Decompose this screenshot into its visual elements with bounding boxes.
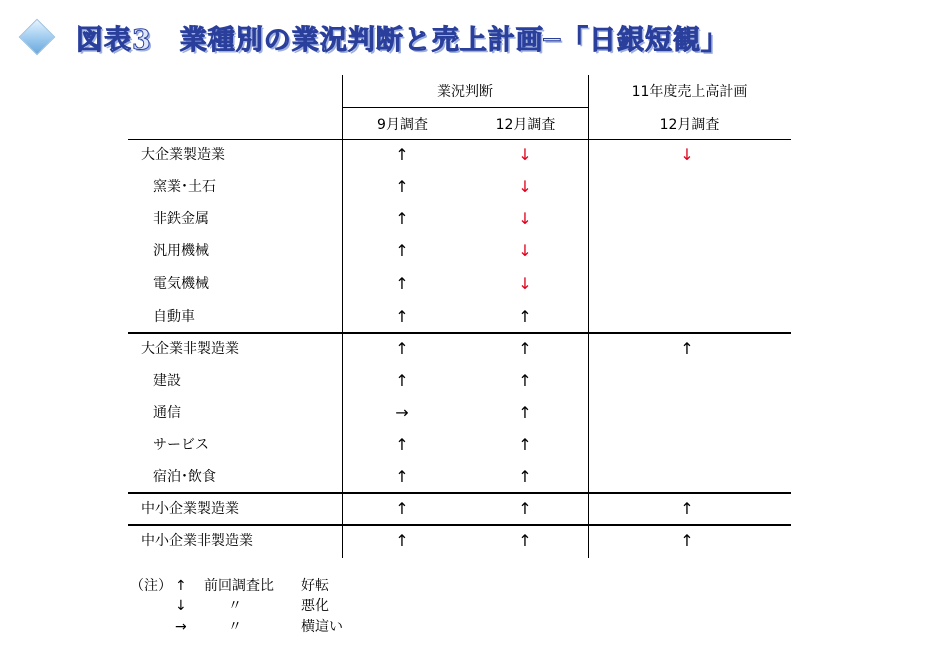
arrow-down-icon: ↓ xyxy=(518,274,532,293)
arrow-up-icon: ↑ xyxy=(395,209,409,228)
arrow-up-icon: ↑ xyxy=(395,435,409,454)
row-label: 大企業非製造業 xyxy=(141,341,239,357)
arrow-up-icon: ↑ xyxy=(680,531,694,550)
note-symbol: ↑ xyxy=(175,578,187,594)
arrow-up-icon: ↑ xyxy=(395,467,409,486)
note-prefix: （注） xyxy=(130,578,172,594)
divider-section-2 xyxy=(128,492,791,494)
arrow-up-icon: ↑ xyxy=(395,241,409,260)
divider-header-bottom xyxy=(128,139,791,140)
arrow-up-icon: ↑ xyxy=(395,531,409,550)
row-label: 電気機械 xyxy=(153,276,209,292)
arrow-down-icon: ↓ xyxy=(680,145,694,164)
arrow-up-icon: ↑ xyxy=(680,339,694,358)
arrow-up-icon: ↑ xyxy=(680,499,694,518)
note-description: 横這い xyxy=(301,619,343,635)
divider-section-1 xyxy=(128,332,791,334)
note-symbol: ↓ xyxy=(175,598,187,614)
row-label: 自動車 xyxy=(153,309,195,325)
arrow-up-icon: ↑ xyxy=(518,531,532,550)
row-label: 通信 xyxy=(153,405,181,421)
arrow-up-icon: ↑ xyxy=(518,467,532,486)
arrow-up-icon: ↑ xyxy=(518,339,532,358)
row-label: 宿泊･飲食 xyxy=(153,469,216,485)
arrow-up-icon: ↑ xyxy=(395,307,409,326)
arrow-down-icon: ↓ xyxy=(518,145,532,164)
title-bar xyxy=(18,14,729,60)
row-label: 大企業製造業 xyxy=(141,147,225,163)
header-business-conditions: 業況判断 xyxy=(437,84,493,100)
header-col-sales-dec-survey: 12月調査 xyxy=(659,117,720,133)
note-description: 悪化 xyxy=(301,598,329,614)
row-label: 中小企業非製造業 xyxy=(141,533,253,549)
arrow-up-icon: ↑ xyxy=(518,435,532,454)
divider-section-3 xyxy=(128,524,791,526)
arrow-up-icon: ↑ xyxy=(518,371,532,390)
divider-vertical-label xyxy=(342,75,343,558)
arrow-up-icon: ↑ xyxy=(395,339,409,358)
row-label: サービス xyxy=(153,437,209,453)
row-label: 汎用機械 xyxy=(153,243,209,259)
arrow-up-icon: ↑ xyxy=(395,371,409,390)
arrow-down-icon: ↓ xyxy=(518,177,532,196)
divider-vertical-sales xyxy=(588,75,589,558)
arrow-up-icon: ↑ xyxy=(518,403,532,422)
arrow-up-icon: ↑ xyxy=(518,499,532,518)
note-reference: 〃 xyxy=(228,598,242,614)
arrow-up-icon: ↑ xyxy=(518,307,532,326)
arrow-up-icon: ↑ xyxy=(395,499,409,518)
note-symbol: → xyxy=(175,619,187,635)
note-description: 好転 xyxy=(301,578,329,594)
row-label: 中小企業製造業 xyxy=(141,501,239,517)
arrow-up-icon: ↑ xyxy=(395,145,409,164)
arrow-right-icon: → xyxy=(395,403,409,422)
arrow-up-icon: ↑ xyxy=(395,177,409,196)
row-label: 建設 xyxy=(153,373,181,389)
header-sales-plan: 11年度売上高計画 xyxy=(631,84,748,100)
diamond-bullet-icon xyxy=(19,19,56,56)
divider-header-group xyxy=(343,107,588,108)
header-col-dec-survey: 12月調査 xyxy=(495,117,556,133)
header-col-sep-survey: 9月調査 xyxy=(377,117,428,133)
page-title: 図表3 業種別の業況判断と売上計画─「日銀短観」 xyxy=(76,24,730,56)
row-label: 窯業･土石 xyxy=(153,179,216,195)
arrow-down-icon: ↓ xyxy=(518,209,532,228)
arrow-down-icon: ↓ xyxy=(518,241,532,260)
note-reference: 前回調査比 xyxy=(204,578,274,594)
note-reference: 〃 xyxy=(228,619,242,635)
row-label: 非鉄金属 xyxy=(153,211,209,227)
arrow-up-icon: ↑ xyxy=(395,274,409,293)
